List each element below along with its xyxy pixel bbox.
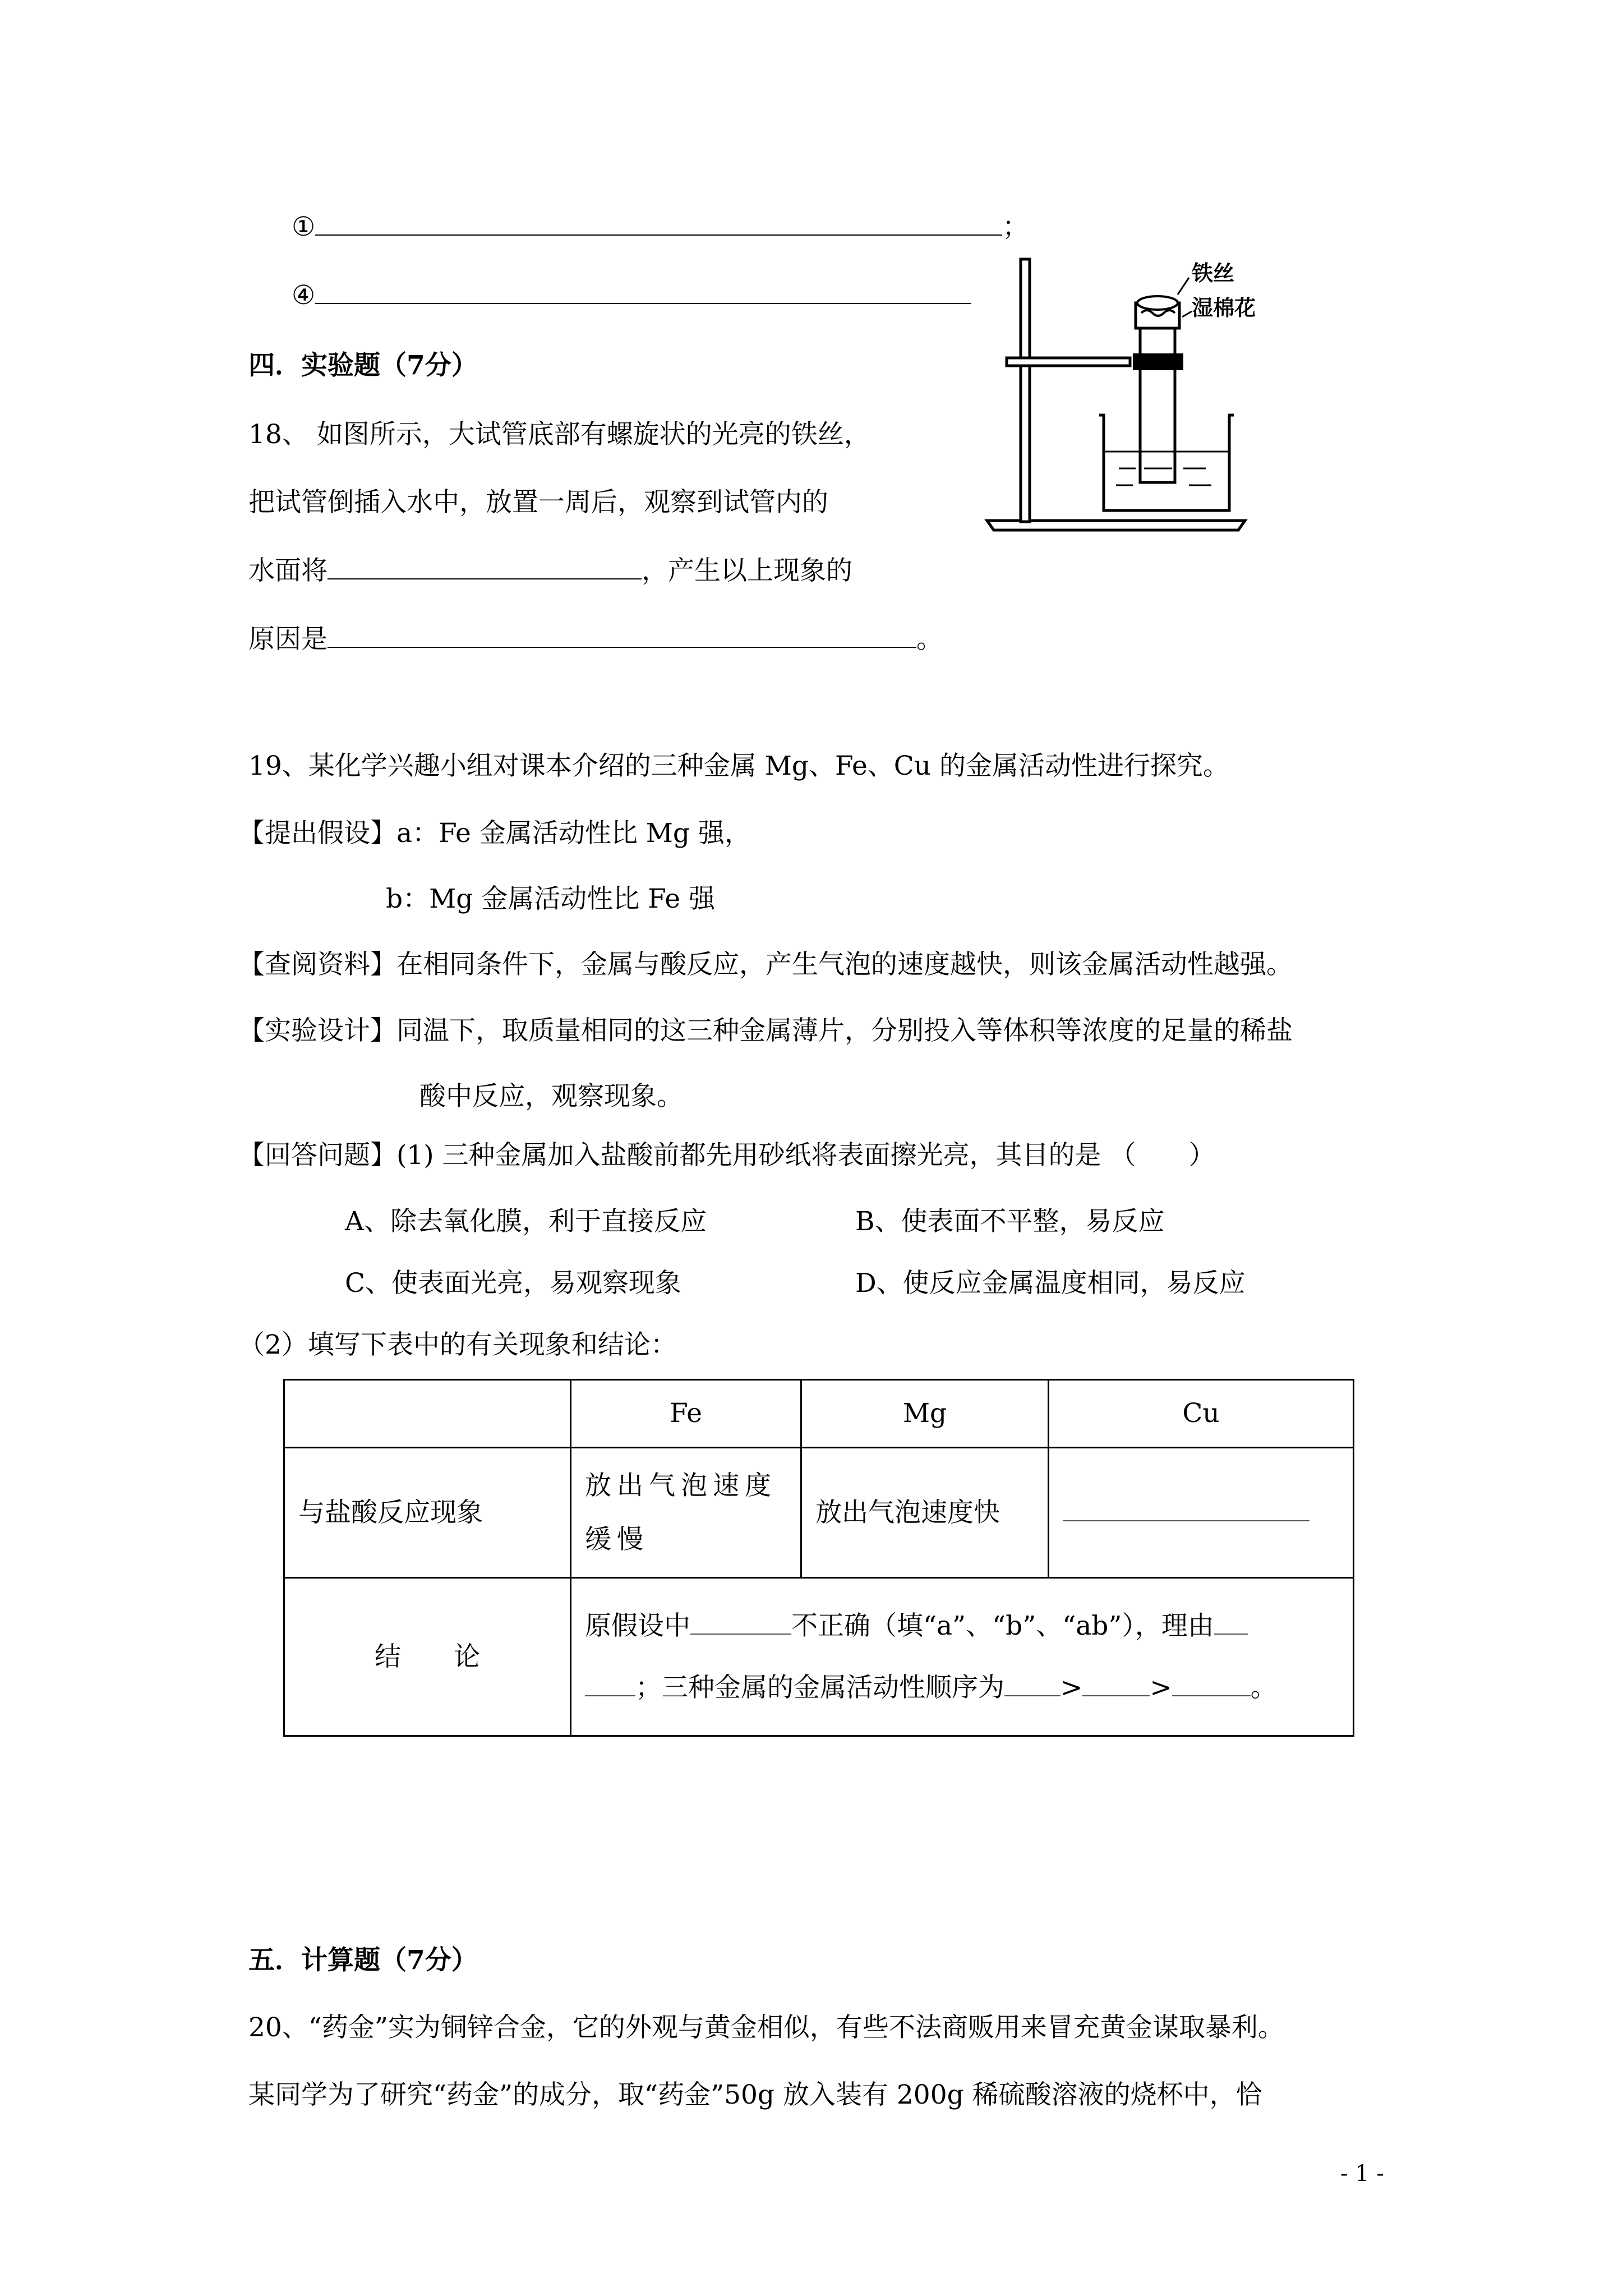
table-row-conclusion — [284, 1578, 1354, 1736]
table-header-cu: Cu — [1049, 1380, 1354, 1448]
reason-blank-part-1[interactable] — [1214, 1611, 1248, 1635]
q18-line-3-suffix: ，产生以上现象的 — [642, 555, 852, 586]
answer-line-1-end: ； — [1002, 211, 1029, 242]
order-blank-2[interactable] — [1082, 1673, 1150, 1696]
q18-blank-water-level[interactable] — [328, 556, 642, 579]
q18-line-3 — [248, 554, 852, 588]
section-5-heading: 五．计算题（7分） — [248, 1945, 478, 1976]
cell-cu-phenomenon[interactable] — [1049, 1448, 1354, 1578]
order-blank-1[interactable] — [1004, 1673, 1061, 1696]
section-4-heading: 四．实验题（7分） — [248, 350, 478, 381]
row-label-phenomenon: 与盐酸反应现象 — [284, 1448, 571, 1578]
results-table — [283, 1379, 1354, 1737]
q19-hypothesis-b: b：Mg 金属活动性比 Fe 强 — [386, 884, 715, 914]
answer-line-4 — [292, 279, 971, 312]
answer-line-1 — [292, 210, 1029, 244]
q19-question-2: （2）填写下表中的有关现象和结论： — [238, 1329, 677, 1360]
stand-rod — [1021, 259, 1030, 522]
iron-wire-coil — [1137, 296, 1178, 310]
table-row-phenomenon — [284, 1448, 1354, 1578]
cell-conclusion — [571, 1578, 1354, 1736]
test-tube — [1140, 314, 1175, 482]
q19-option-a[interactable]: A、除去氧化膜，利于直接反应 — [345, 1206, 707, 1237]
conclusion-end: 。 — [1250, 1672, 1277, 1703]
q18-line-1: 18、 如图所示，大试管底部有螺旋状的光亮的铁丝， — [248, 419, 870, 450]
q19-option-c[interactable]: C、使表面光亮，易观察现象 — [345, 1268, 681, 1299]
conclusion-text-3: ；三种金属的金属活动性顺序为 — [635, 1672, 1004, 1703]
row-label-conclusion: 结 论 — [284, 1578, 571, 1736]
label-leader-wire — [1178, 278, 1189, 295]
q18-line-4 — [248, 623, 943, 656]
beaker — [1099, 415, 1234, 510]
greater-than-2: > — [1150, 1672, 1172, 1703]
answer-blank-1[interactable] — [315, 212, 1002, 236]
label-iron-wire: 铁丝 — [1192, 261, 1235, 286]
wrong-hypothesis-blank[interactable] — [690, 1611, 791, 1635]
q18-line-3-prefix: 水面将 — [248, 555, 328, 586]
cell-mg-phenomenon: 放出气泡速度快 — [801, 1448, 1049, 1578]
table-header-row — [284, 1380, 1354, 1448]
q18-line-4-prefix: 原因是 — [248, 624, 328, 655]
conclusion-text-2: 不正确（填“a”、“b”、“ab”），理由 — [791, 1610, 1214, 1641]
q20-line-2: 某同学为了研究“药金”的成分，取“药金”50g 放入装有 200g 稀硫酸溶液的烧杯中，恰 — [248, 2079, 1262, 2110]
label-leader-cotton — [1182, 311, 1192, 317]
q18-blank-reason[interactable] — [328, 624, 916, 648]
cell-fe-phenomenon: 放出气泡速度缓慢 — [571, 1448, 801, 1578]
page-number: - 1 - — [1340, 2161, 1384, 2187]
q18-line-2: 把试管倒插入水中，放置一周后，观察到试管内的 — [248, 487, 828, 518]
q19-option-b[interactable]: B、使表面不平整，易反应 — [855, 1206, 1165, 1237]
q19-design-line-1: 【实验设计】同温下，取质量相同的这三种金属薄片，分别投入等体积等浓度的足量的稀盐 — [238, 1015, 1293, 1046]
clamp-arm — [1007, 358, 1130, 366]
q18-line-4-suffix: 。 — [916, 624, 943, 655]
table-header-blank — [284, 1380, 571, 1448]
circle-4-marker: ④ — [292, 280, 316, 311]
cu-phenomenon-blank[interactable] — [1063, 1498, 1310, 1521]
q19-question-1: 【回答问题】(1) 三种金属加入盐酸前都先用砂纸将表面擦光亮，其目的是 （ ） — [238, 1140, 1215, 1171]
q20-line-1: 20、“药金”实为铜锌合金，它的外观与黄金相似，有些不法商贩用来冒充黄金谋取暴利。 — [248, 2012, 1284, 2043]
q19-hypothesis-a: 【提出假设】a：Fe 金属活动性比 Mg 强， — [238, 818, 751, 849]
iron-wire-apparatus-figure — [976, 247, 1256, 539]
conclusion-text-1: 原假设中 — [585, 1610, 690, 1641]
table-header-fe: Fe — [571, 1380, 801, 1448]
greater-than-1: > — [1061, 1672, 1083, 1703]
table-header-mg: Mg — [801, 1380, 1049, 1448]
circle-1-marker: ① — [292, 211, 316, 242]
q19-option-d[interactable]: D、使反应金属温度相同，易反应 — [855, 1268, 1246, 1299]
answer-blank-4[interactable] — [315, 280, 971, 304]
q19-design-line-2: 酸中反应，观察现象。 — [419, 1081, 683, 1112]
order-blank-3[interactable] — [1172, 1673, 1251, 1696]
q19-intro: 19、某化学兴趣小组对课本介绍的三种金属 Mg、Fe、Cu 的金属活动性进行探究。 — [248, 751, 1229, 781]
reason-blank-part-2[interactable] — [585, 1673, 635, 1696]
q19-reference: 【查阅资料】在相同条件下，金属与酸反应，产生气泡的速度越快，则该金属活动性越强。 — [238, 949, 1293, 980]
label-wet-cotton: 湿棉花 — [1192, 296, 1256, 320]
